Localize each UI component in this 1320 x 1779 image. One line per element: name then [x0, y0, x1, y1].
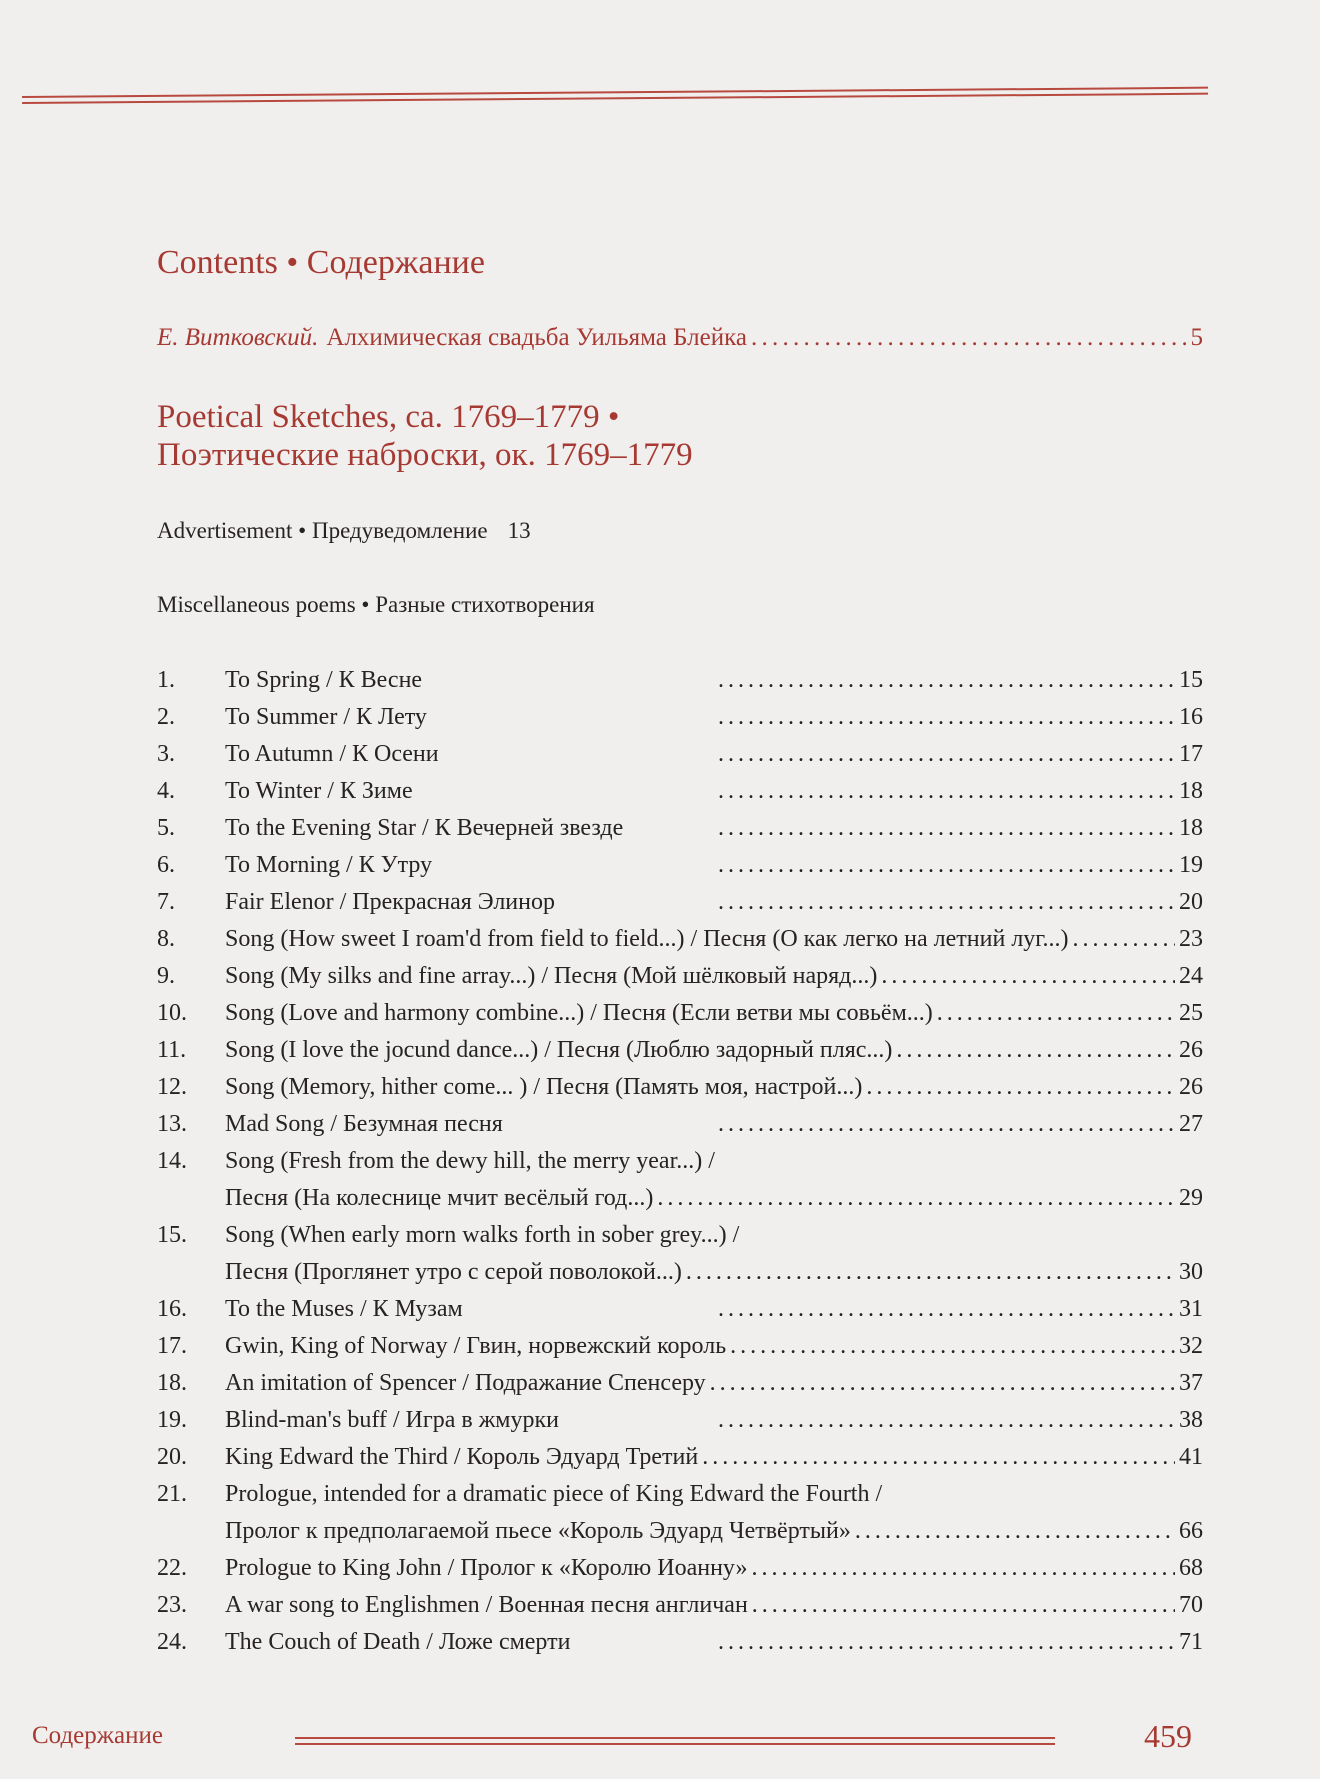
- entry-body: [225, 773, 1203, 810]
- entry-body: [225, 1402, 1203, 1439]
- entry-title: Пролог к предполагаемой пьесе «Король Эдуард Четвёртый»: [225, 1518, 851, 1544]
- entry-number: 19.: [157, 1407, 187, 1433]
- entry-body: [225, 1291, 1203, 1328]
- toc-list: [157, 662, 1203, 1661]
- dot-leader: [657, 1180, 1175, 1217]
- entry-number: 13.: [157, 1111, 187, 1137]
- page-folio: 459: [1144, 1718, 1192, 1754]
- entry-number: 10.: [157, 1000, 187, 1026]
- toc-entry[interactable]: [157, 847, 1203, 884]
- entry-title: To the Evening Star / К Вечерней звезде: [225, 815, 624, 841]
- entry-page-number: 71: [1179, 1629, 1203, 1655]
- toc-entry[interactable]: [157, 958, 1203, 995]
- entry-line: [225, 1402, 1203, 1439]
- entry-title: To Spring / К Весне: [225, 667, 423, 693]
- entry-line: [225, 1476, 1203, 1513]
- entry-body: [225, 736, 1203, 773]
- entry-page-number: 26: [1179, 1074, 1203, 1100]
- entry-number: 15.: [157, 1222, 187, 1248]
- advertisement-label: Advertisement • Предуведомление: [157, 518, 488, 543]
- toc-entry[interactable]: [157, 699, 1203, 736]
- entry-body: [225, 699, 1203, 736]
- entry-page-number: 15: [1179, 667, 1203, 693]
- dot-leader: [718, 1402, 1175, 1439]
- entry-number: 24.: [157, 1629, 187, 1655]
- dot-leader: [896, 1032, 1175, 1069]
- dot-leader: [718, 1624, 1175, 1661]
- entry-line: [225, 1032, 1203, 1069]
- toc-entry[interactable]: [157, 995, 1203, 1032]
- entry-line: [225, 1587, 1203, 1624]
- entry-page-number: 24: [1179, 963, 1203, 989]
- entry-title: Prologue, intended for a dramatic piece of King Edward the Fourth /: [225, 1481, 883, 1507]
- dot-leader: [686, 1254, 1175, 1291]
- entry-page-number: 16: [1179, 704, 1203, 730]
- entry-number: 6.: [157, 852, 175, 878]
- entry-page-number: 20: [1179, 889, 1203, 915]
- advertisement-page-number: 13: [507, 518, 531, 543]
- entry-page-number: 29: [1179, 1185, 1203, 1211]
- dot-leader: [730, 1328, 1175, 1365]
- toc-entry[interactable]: [157, 1328, 1203, 1365]
- entry-line: [225, 1624, 1203, 1661]
- toc-entry[interactable]: [157, 1439, 1203, 1476]
- entry-line: [225, 736, 1203, 773]
- section-title: [157, 398, 693, 474]
- intro-entry[interactable]: [157, 324, 1203, 352]
- entry-body: [225, 958, 1203, 995]
- toc-entry[interactable]: [157, 810, 1203, 847]
- entry-line: [225, 662, 1203, 699]
- entry-title: To Autumn / К Осени: [225, 741, 439, 767]
- entry-body: [225, 1550, 1203, 1587]
- entry-title: Song (How sweet I roam'd from field to field...) / Песня (О как легко на летний луг...): [225, 926, 1069, 952]
- entry-body: [225, 1328, 1203, 1365]
- bottom-double-rule: [295, 1735, 1055, 1749]
- toc-entry[interactable]: [157, 1143, 1203, 1217]
- entry-title: Blind-man's buff / Игра в жмурки: [225, 1407, 559, 1433]
- entry-page-number: 30: [1179, 1259, 1203, 1285]
- entry-body: [225, 1143, 1203, 1217]
- entry-line: [225, 1106, 1203, 1143]
- toc-entry[interactable]: [157, 1402, 1203, 1439]
- toc-entry[interactable]: [157, 736, 1203, 773]
- entry-line: [225, 1513, 1203, 1550]
- entry-number: 5.: [157, 815, 175, 841]
- entry-page-number: 66: [1179, 1518, 1203, 1544]
- entry-title: Song (I love the jocund dance...) / Песня (Люблю задорный пляс...): [225, 1037, 893, 1063]
- dot-leader: [937, 995, 1175, 1032]
- entry-line: [225, 1328, 1203, 1365]
- section-title-russian: Поэтические наброски, ок. 1769–1779: [157, 437, 693, 473]
- dot-leader: [718, 1106, 1175, 1143]
- entry-body: [225, 1439, 1203, 1476]
- entry-page-number: 38: [1179, 1407, 1203, 1433]
- entry-body: [225, 1624, 1203, 1661]
- entry-page-number: 41: [1179, 1444, 1203, 1470]
- entry-number: 17.: [157, 1333, 187, 1359]
- entry-number: 12.: [157, 1074, 187, 1100]
- entry-title: To the Muses / К Музам: [225, 1296, 463, 1322]
- entry-number: 20.: [157, 1444, 187, 1470]
- entry-number: 4.: [157, 778, 175, 804]
- entry-title: An imitation of Spencer / Подражание Спенсеру: [225, 1370, 706, 1396]
- entry-body: [225, 1217, 1203, 1291]
- toc-entry[interactable]: [157, 1217, 1203, 1291]
- entry-number: 22.: [157, 1555, 187, 1581]
- entry-body: [225, 921, 1203, 958]
- dot-leader: [881, 958, 1175, 995]
- entry-title: Song (Memory, hither come... ) / Песня (Память моя, настрой...): [225, 1074, 863, 1100]
- entry-title: To Summer / К Лету: [225, 704, 427, 730]
- section-title-english: Poetical Sketches, ca. 1769–1779 •: [157, 399, 620, 435]
- entry-number: 1.: [157, 667, 175, 693]
- entry-line: [225, 995, 1203, 1032]
- toc-entry[interactable]: [157, 1365, 1203, 1402]
- entry-number: 23.: [157, 1592, 187, 1618]
- toc-entry[interactable]: [157, 1032, 1203, 1069]
- entry-number: 9.: [157, 963, 175, 989]
- entry-page-number: 17: [1179, 741, 1203, 767]
- entry-line: [225, 1365, 1203, 1402]
- dot-leader: [702, 1439, 1175, 1476]
- entry-page-number: 23: [1179, 926, 1203, 952]
- entry-title: Песня (Проглянет утро с серой поволокой...): [225, 1259, 682, 1285]
- entry-line: [225, 847, 1203, 884]
- dot-leader: [718, 1291, 1175, 1328]
- entry-title: Gwin, King of Norway / Гвин, норвежский король: [225, 1333, 727, 1359]
- dot-leader: [718, 736, 1175, 773]
- entry-title: Song (Love and harmony combine...) / Песня (Если ветви мы совьём...): [225, 1000, 933, 1026]
- entry-body: [225, 1032, 1203, 1069]
- entry-number: 8.: [157, 926, 175, 952]
- dot-leader: [718, 884, 1175, 921]
- entry-line: [225, 1069, 1203, 1106]
- entry-page-number: 68: [1179, 1555, 1203, 1581]
- dot-leader: [752, 1550, 1175, 1587]
- dot-leader: [1072, 921, 1175, 958]
- toc-entry[interactable]: [157, 1550, 1203, 1587]
- entry-body: [225, 1069, 1203, 1106]
- entry-page-number: 32: [1179, 1333, 1203, 1359]
- entry-number: 21.: [157, 1481, 187, 1507]
- entry-title: A war song to Englishmen / Военная песня англичан: [225, 1592, 748, 1618]
- entry-title: Fair Elenor / Прекрасная Элинор: [225, 889, 555, 915]
- page-heading: Contents • Содержание: [157, 244, 485, 281]
- dot-leader: [855, 1513, 1175, 1550]
- entry-body: [225, 1587, 1203, 1624]
- entry-body: [225, 1106, 1203, 1143]
- entry-title: Prologue to King John / Пролог к «Королю Иоанну»: [225, 1555, 748, 1581]
- entry-title: Mad Song / Безумная песня: [225, 1111, 503, 1137]
- toc-entry[interactable]: [157, 662, 1203, 699]
- entry-number: 11.: [157, 1037, 187, 1063]
- entry-line: [225, 1550, 1203, 1587]
- dot-leader: [718, 699, 1175, 736]
- entry-page-number: 19: [1179, 852, 1203, 878]
- entry-line: [225, 810, 1203, 847]
- entry-line: [225, 1143, 1203, 1180]
- entry-title: Song (Fresh from the dewy hill, the merry year...) /: [225, 1148, 715, 1174]
- dot-leader: [718, 810, 1175, 847]
- advertisement-entry[interactable]: [157, 518, 531, 544]
- entry-line: [225, 1439, 1203, 1476]
- entry-line: [225, 1180, 1203, 1217]
- entry-page-number: 37: [1179, 1370, 1203, 1396]
- entry-title: To Winter / К Зиме: [225, 778, 413, 804]
- toc-entry[interactable]: [157, 773, 1203, 810]
- entry-page-number: 25: [1179, 1000, 1203, 1026]
- toc-entry[interactable]: [157, 1291, 1203, 1328]
- dot-leader: [751, 324, 1187, 352]
- entry-body: [225, 995, 1203, 1032]
- entry-body: [225, 810, 1203, 847]
- dot-leader: [718, 662, 1175, 699]
- entry-number: 3.: [157, 741, 175, 767]
- entry-number: 16.: [157, 1296, 187, 1322]
- entry-number: 2.: [157, 704, 175, 730]
- entry-number: 7.: [157, 889, 175, 915]
- entry-page-number: 18: [1179, 815, 1203, 841]
- entry-title: Song (My silks and fine array...) / Песня (Мой шёлковый наряд...): [225, 963, 878, 989]
- intro-title: Алхимическая свадьба Уильяма Блейка: [326, 324, 747, 351]
- dot-leader: [718, 847, 1175, 884]
- entry-body: [225, 662, 1203, 699]
- entry-page-number: 70: [1179, 1592, 1203, 1618]
- entry-line: [225, 1217, 1203, 1254]
- dot-leader: [710, 1365, 1175, 1402]
- entry-page-number: 31: [1179, 1296, 1203, 1322]
- entry-title: Song (When early morn walks forth in sober grey...) /: [225, 1222, 740, 1248]
- intro-page-number: 5: [1190, 324, 1203, 351]
- entry-line: [225, 1254, 1203, 1291]
- entry-title: The Couch of Death / Ложе смерти: [225, 1629, 571, 1655]
- entry-line: [225, 773, 1203, 810]
- toc-entry[interactable]: [157, 1587, 1203, 1624]
- entry-line: [225, 699, 1203, 736]
- entry-page-number: 18: [1179, 778, 1203, 804]
- entry-body: [225, 847, 1203, 884]
- entry-line: [225, 884, 1203, 921]
- dot-leader: [866, 1069, 1175, 1106]
- entry-body: [225, 1365, 1203, 1402]
- toc-entry[interactable]: [157, 1476, 1203, 1550]
- entry-line: [225, 1291, 1203, 1328]
- entry-page-number: 26: [1179, 1037, 1203, 1063]
- intro-author: Е. Витковский.: [157, 324, 319, 351]
- running-footer-label: Содержание: [32, 1722, 163, 1749]
- toc-entry[interactable]: [157, 1106, 1203, 1143]
- toc-entry[interactable]: [157, 921, 1203, 958]
- entry-page-number: 27: [1179, 1111, 1203, 1137]
- toc-entry[interactable]: [157, 1069, 1203, 1106]
- entry-line: [225, 921, 1203, 958]
- entry-title: To Morning / К Утру: [225, 852, 433, 878]
- entry-title: Песня (На колеснице мчит весёлый год...): [225, 1185, 654, 1211]
- dot-leader: [718, 773, 1175, 810]
- entry-body: [225, 884, 1203, 921]
- entry-line: [225, 958, 1203, 995]
- dot-leader: [752, 1587, 1175, 1624]
- top-double-rule: [22, 83, 1208, 112]
- toc-entry[interactable]: [157, 884, 1203, 921]
- misc-poems-heading: Miscellaneous poems • Разные стихотворения: [157, 592, 595, 617]
- entry-title: King Edward the Third / Король Эдуард Третий: [225, 1444, 699, 1470]
- entry-number: 18.: [157, 1370, 187, 1396]
- entry-body: [225, 1476, 1203, 1550]
- entry-number: 14.: [157, 1148, 187, 1174]
- toc-entry[interactable]: [157, 1624, 1203, 1661]
